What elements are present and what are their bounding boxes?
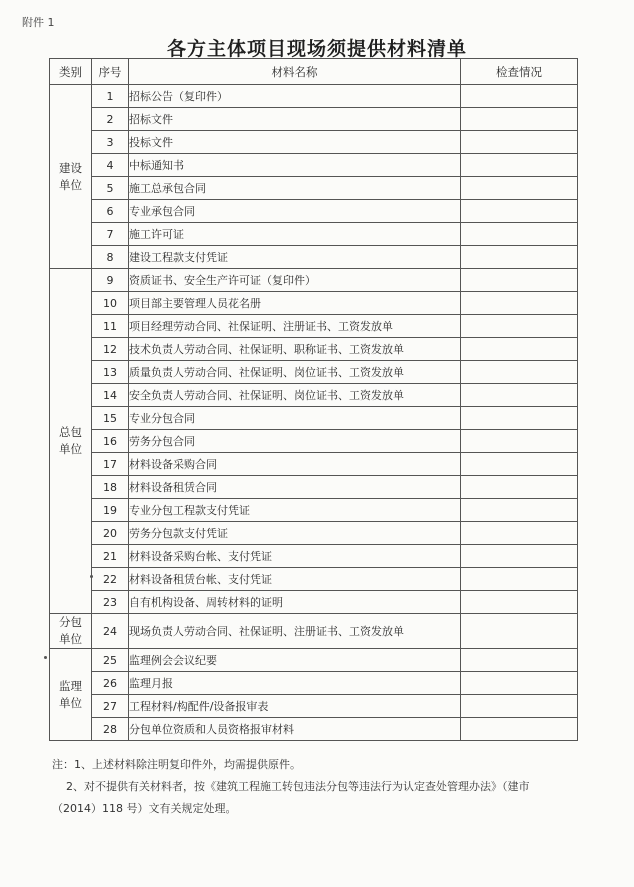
row-number: 9 (92, 269, 129, 292)
table-body (50, 85, 578, 741)
material-name: 材料设备采购台帐、支付凭证 (129, 545, 461, 568)
category-label-line: 单位 (59, 442, 82, 456)
category-label-line: 单位 (59, 632, 82, 646)
table-row (50, 499, 578, 522)
material-name: 投标文件 (129, 131, 461, 154)
row-number: 13 (92, 361, 129, 384)
check-status-cell[interactable] (461, 407, 578, 430)
table-row (50, 614, 578, 649)
materials-checklist-table (49, 58, 578, 741)
table-row (50, 695, 578, 718)
material-name: 项目经理劳动合同、社保证明、注册证书、工资发放单 (129, 315, 461, 338)
check-status-cell[interactable] (461, 614, 578, 649)
check-status-cell[interactable] (461, 453, 578, 476)
table-row (50, 476, 578, 499)
row-number: 20 (92, 522, 129, 545)
check-status-cell[interactable] (461, 718, 578, 741)
table-row (50, 718, 578, 741)
check-status-cell[interactable] (461, 695, 578, 718)
material-name: 招标公告（复印件） (129, 85, 461, 108)
material-name: 施工总承包合同 (129, 177, 461, 200)
note-1: 注：1、上述材料除注明复印件外，均需提供原件。 (52, 758, 301, 771)
check-status-cell[interactable] (461, 292, 578, 315)
check-status-cell[interactable] (461, 430, 578, 453)
table-row (50, 649, 578, 672)
material-name: 资质证书、安全生产许可证（复印件） (129, 269, 461, 292)
check-status-cell[interactable] (461, 85, 578, 108)
category-label-line: 分包 (59, 615, 82, 629)
row-number: 24 (92, 614, 129, 649)
row-number: 6 (92, 200, 129, 223)
check-status-cell[interactable] (461, 522, 578, 545)
table-row (50, 85, 578, 108)
check-status-cell[interactable] (461, 338, 578, 361)
row-number: 27 (92, 695, 129, 718)
table-row (50, 568, 578, 591)
row-number: 28 (92, 718, 129, 741)
material-name: 监理月报 (129, 672, 461, 695)
category-label-line: 单位 (59, 695, 82, 710)
table-row (50, 269, 578, 292)
check-status-cell[interactable] (461, 499, 578, 522)
category-cell (50, 649, 92, 741)
check-status-cell[interactable] (461, 246, 578, 269)
material-name: 施工许可证 (129, 223, 461, 246)
material-name: 质量负责人劳动合同、社保证明、岗位证书、工资发放单 (129, 361, 461, 384)
table-row (50, 384, 578, 407)
check-status-cell[interactable] (461, 384, 578, 407)
material-name: 监理例会会议纪要 (129, 649, 461, 672)
material-name: 分包单位资质和人员资格报审材料 (129, 718, 461, 741)
material-name: 劳务分包合同 (129, 430, 461, 453)
material-name: 建设工程款支付凭证 (129, 246, 461, 269)
header-material-name: 材料名称 (129, 59, 461, 85)
scan-speck (90, 575, 93, 578)
table-row (50, 223, 578, 246)
material-name: 工程材料/构配件/设备报审表 (129, 695, 461, 718)
material-name: 专业分包工程款支付凭证 (129, 499, 461, 522)
material-name: 专业承包合同 (129, 200, 461, 223)
row-number: 7 (92, 223, 129, 246)
table-row (50, 200, 578, 223)
row-number: 25 (92, 649, 129, 672)
table-row (50, 407, 578, 430)
material-name: 中标通知书 (129, 154, 461, 177)
material-name: 安全负责人劳动合同、社保证明、岗位证书、工资发放单 (129, 384, 461, 407)
check-status-cell[interactable] (461, 200, 578, 223)
row-number: 11 (92, 315, 129, 338)
row-number: 5 (92, 177, 129, 200)
category-cell (50, 269, 92, 614)
check-status-cell[interactable] (461, 545, 578, 568)
row-number: 17 (92, 453, 129, 476)
row-number: 8 (92, 246, 129, 269)
check-status-cell[interactable] (461, 672, 578, 695)
material-name: 技术负责人劳动合同、社保证明、职称证书、工资发放单 (129, 338, 461, 361)
check-status-cell[interactable] (461, 591, 578, 614)
row-number: 23 (92, 591, 129, 614)
check-status-cell[interactable] (461, 361, 578, 384)
row-number: 16 (92, 430, 129, 453)
check-status-cell[interactable] (461, 154, 578, 177)
document-title: 各方主体项目现场须提供材料清单 (166, 38, 467, 60)
material-name: 自有机构设备、周转材料的证明 (129, 591, 461, 614)
attachment-label: 附件 1 (22, 16, 55, 29)
row-number: 15 (92, 407, 129, 430)
material-name: 项目部主要管理人员花名册 (129, 292, 461, 315)
category-cell (50, 85, 92, 269)
row-number: 12 (92, 338, 129, 361)
table-row (50, 177, 578, 200)
table-row (50, 338, 578, 361)
row-number: 26 (92, 672, 129, 695)
material-name: 劳务分包款支付凭证 (129, 522, 461, 545)
material-name: 专业分包合同 (129, 407, 461, 430)
row-number: 3 (92, 131, 129, 154)
table-row (50, 453, 578, 476)
material-name: 材料设备租赁台帐、支付凭证 (129, 568, 461, 591)
table-header-row (50, 59, 578, 85)
material-name: 现场负责人劳动合同、社保证明、注册证书、工资发放单 (129, 614, 461, 649)
category-label-line: 建设 (59, 160, 82, 175)
check-status-cell[interactable] (461, 269, 578, 292)
check-status-cell[interactable] (461, 223, 578, 246)
row-number: 4 (92, 154, 129, 177)
table-row (50, 430, 578, 453)
note-2-line-1: 2、对不提供有关材料者，按《建筑工程施工转包违法分包等违法行为认定查处管理办法》（建市 (66, 780, 530, 793)
table-row (50, 108, 578, 131)
row-number: 2 (92, 108, 129, 131)
category-cell (50, 614, 92, 649)
row-number: 18 (92, 476, 129, 499)
category-label-line: 单位 (59, 177, 82, 192)
table-row (50, 246, 578, 269)
check-status-cell[interactable] (461, 568, 578, 591)
check-status-cell[interactable] (461, 131, 578, 154)
table-row (50, 591, 578, 614)
table-row (50, 131, 578, 154)
category-label-line: 监理 (59, 678, 82, 693)
row-number: 1 (92, 85, 129, 108)
row-number: 19 (92, 499, 129, 522)
note-2-line-2: （2014）118 号）文有关规定处理。 (52, 802, 237, 815)
table-row (50, 545, 578, 568)
table-row (50, 361, 578, 384)
category-label-line: 总包 (59, 425, 82, 439)
check-status-cell[interactable] (461, 177, 578, 200)
material-name: 材料设备租赁合同 (129, 476, 461, 499)
header-check-status: 检查情况 (461, 59, 578, 85)
row-number: 21 (92, 545, 129, 568)
header-number: 序号 (92, 59, 129, 85)
row-number: 10 (92, 292, 129, 315)
table-row (50, 154, 578, 177)
check-status-cell[interactable] (461, 108, 578, 131)
check-status-cell[interactable] (461, 649, 578, 672)
row-number: 14 (92, 384, 129, 407)
check-status-cell[interactable] (461, 476, 578, 499)
check-status-cell[interactable] (461, 315, 578, 338)
row-number: 22 (92, 568, 129, 591)
material-name: 材料设备采购合同 (129, 453, 461, 476)
header-category: 类别 (50, 59, 92, 85)
table-row (50, 315, 578, 338)
scan-speck (44, 656, 47, 659)
notes-section (52, 754, 592, 820)
table-row (50, 522, 578, 545)
material-name: 招标文件 (129, 108, 461, 131)
table-row (50, 292, 578, 315)
table-row (50, 672, 578, 695)
